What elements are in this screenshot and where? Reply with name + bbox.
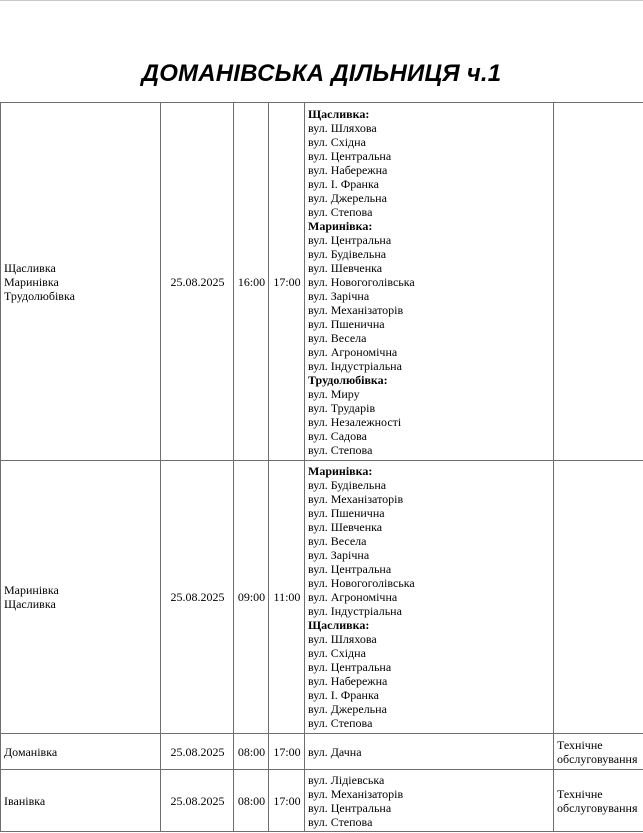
note-text: обслуговування: [557, 800, 638, 815]
settlement-cell: [1, 103, 161, 461]
street-name: вул. Набережна: [308, 674, 388, 688]
street-name: вул. Центральна: [308, 660, 392, 674]
streets-cell: [305, 734, 554, 770]
table-row: [1, 770, 643, 832]
settlement-name: Маринівка: [4, 583, 59, 597]
street-name: вул. Механізаторів: [308, 786, 404, 801]
streets-cell: [305, 103, 554, 461]
street-name: вул. Механізаторів: [308, 492, 404, 506]
street-name: вул. Новогоголівська: [308, 274, 415, 289]
end-time-cell: 17:00: [269, 770, 305, 832]
settlement-name: Щасливка: [4, 597, 56, 611]
note-cell: [554, 770, 643, 832]
date-cell: 25.08.2025: [161, 103, 234, 461]
street-name: вул. Джерельна: [308, 190, 387, 205]
street-name: вул. Центральна: [308, 148, 392, 163]
table-row: [1, 734, 643, 770]
street-name: вул. Садова: [308, 428, 367, 443]
streets-cell: [305, 770, 554, 832]
settlement-cell: [1, 770, 161, 832]
street-name: вул. Весела: [308, 330, 367, 345]
street-name: вул. Шляхова: [308, 120, 377, 135]
street-name: вул. Новогоголівська: [308, 576, 415, 590]
settlement-name: Трудолюбівка: [4, 288, 75, 303]
street-name: вул. Трударів: [308, 400, 376, 415]
street-name: вул. Механізаторів: [308, 302, 404, 317]
note-text: Технічне: [557, 737, 603, 752]
street-name: вул. І. Франка: [308, 688, 379, 702]
street-name: вул. Пшенична: [308, 506, 385, 520]
street-name: вул. Агрономічна: [308, 344, 398, 359]
page-title: ДОМАНІВСЬКА ДІЛЬНИЦЯ ч.1: [141, 60, 502, 87]
table-row: [1, 461, 643, 734]
start-time-cell: 16:00: [234, 103, 269, 461]
note-cell: [554, 461, 643, 734]
street-group-heading: Трудолюбівка:: [308, 372, 388, 387]
schedule-table: [0, 102, 643, 832]
start-time-cell: 08:00: [234, 734, 269, 770]
street-name: вул. Індустріальна: [308, 358, 402, 373]
street-name: вул. Степова: [308, 814, 373, 829]
street-name: вул. Весела: [308, 534, 367, 548]
end-time-cell: 17:00: [269, 103, 305, 461]
street-name: вул. Незалежності: [308, 414, 402, 429]
street-name: вул. Східна: [308, 646, 366, 660]
note-cell: [554, 734, 643, 770]
street-name: вул. Набережна: [308, 162, 388, 177]
note-cell: [554, 103, 643, 461]
note-text: Технічне: [557, 786, 603, 801]
street-name: вул. Шевченка: [308, 520, 383, 534]
start-time-cell: 09:00: [234, 461, 269, 734]
street-group-heading: Маринівка:: [308, 218, 373, 233]
street-name: вул. Зарічна: [308, 288, 370, 303]
settlement-name: Доманівка: [4, 744, 58, 759]
street-name: вул. Центральна: [308, 800, 392, 815]
streets-cell: [305, 461, 554, 734]
date-cell: 25.08.2025: [161, 461, 234, 734]
end-time-cell: 17:00: [269, 734, 305, 770]
settlement-name: Іванівка: [4, 793, 46, 808]
settlement-name: Щасливка: [4, 260, 56, 275]
street-name: вул. Лідіевська: [308, 772, 385, 787]
street-group-heading: Щасливка:: [308, 106, 370, 121]
street-name: вул. Будівельна: [308, 246, 387, 261]
street-group-heading: Маринівка:: [308, 464, 373, 478]
settlement-cell: [1, 734, 161, 770]
street-name: вул. Східна: [308, 134, 366, 149]
date-cell: 25.08.2025: [161, 734, 234, 770]
street-name: вул. Шевченка: [308, 260, 383, 275]
street-name: вул. Степова: [308, 716, 373, 730]
top-rule: [0, 0, 643, 1]
street-name: вул. Зарічна: [308, 548, 370, 562]
schedule-table-body: [1, 103, 643, 832]
date-cell: 25.08.2025: [161, 770, 234, 832]
street-name: вул. Індустріальна: [308, 604, 402, 618]
street-name: вул. Дачна: [308, 744, 362, 759]
street-name: вул. Центральна: [308, 232, 392, 247]
settlement-cell: [1, 461, 161, 734]
street-name: вул. Миру: [308, 386, 360, 401]
note-text: обслуговування: [557, 751, 638, 766]
street-name: вул. Пшенична: [308, 316, 385, 331]
street-name: вул. Агрономічна: [308, 590, 398, 604]
street-group-heading: Щасливка:: [308, 618, 370, 632]
table-row: [1, 103, 643, 461]
start-time-cell: 08:00: [234, 770, 269, 832]
street-name: вул. Степова: [308, 204, 373, 219]
street-name: вул. Джерельна: [308, 702, 387, 716]
street-name: вул. Степова: [308, 442, 373, 457]
street-name: вул. Центральна: [308, 562, 392, 576]
street-name: вул. Будівельна: [308, 478, 387, 492]
end-time-cell: 11:00: [269, 461, 305, 734]
settlement-name: Маринівка: [4, 274, 59, 289]
street-name: вул. Шляхова: [308, 632, 377, 646]
street-name: вул. І. Франка: [308, 176, 379, 191]
